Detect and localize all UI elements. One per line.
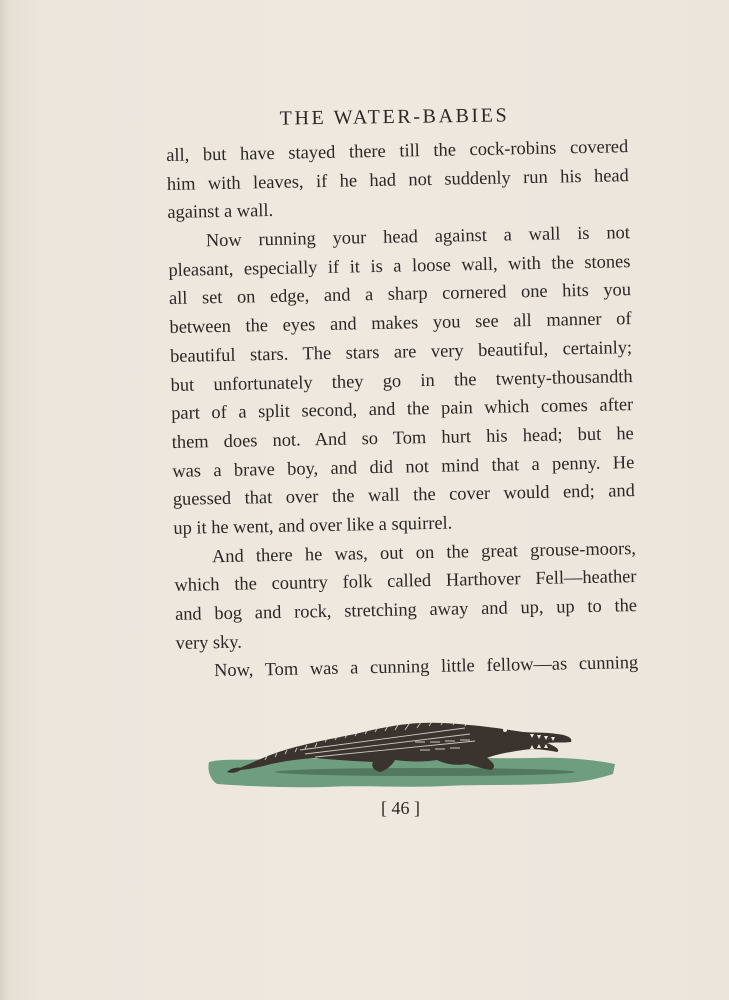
running-head: THE WATER-BABIES	[279, 104, 510, 130]
text-line: him with leaves, if he had not suddenly run his head	[166, 164, 629, 194]
text-line: was a brave boy, and did not mind that a penny. He	[172, 451, 635, 481]
text-line: them does not. And so Tom hurt his head; but he	[171, 422, 634, 452]
text-line: between the eyes and makes you see all manner of	[169, 308, 632, 338]
text-line: beautiful stars. The stars are very beautiful, certainly;	[169, 336, 633, 366]
croc-shadow	[275, 768, 575, 776]
text-line: all set on edge, and a sharp cornered one hits you	[168, 279, 632, 309]
text-line: guessed that over the wall the cover would end; and	[172, 480, 635, 510]
crocodile-illustration	[205, 712, 620, 797]
text-line: Now running your head against a wall is not	[205, 222, 631, 251]
croc-eye	[503, 728, 507, 732]
text-line: pleasant, especially if it is a loose wall, with the stones	[168, 250, 631, 280]
page-edge-shadow	[0, 0, 8, 1000]
text-line: against a wall.	[167, 200, 274, 223]
page-number: [ 46 ]	[381, 798, 420, 818]
body-text	[166, 132, 638, 686]
text-line: and bog and rock, stretching away and up, up to the	[174, 595, 638, 624]
text-line: all, but have stayed there till the cock-robins covered	[166, 136, 629, 165]
text-line: part of a split second, and the pain which comes after	[171, 394, 634, 424]
text-line: but unfortunately they go in the twenty-thousandth	[170, 365, 633, 395]
text-line: up it he went, and over like a squirrel.	[173, 512, 453, 538]
text-line: Now, Tom was a cunning little fellow—as cunning	[213, 652, 639, 681]
text-line: which the country folk called Harthover Fell—heather	[174, 566, 637, 596]
text-line: very sky.	[175, 631, 243, 653]
text-line: And there he was, out on the great grouse-moors,	[211, 537, 637, 566]
